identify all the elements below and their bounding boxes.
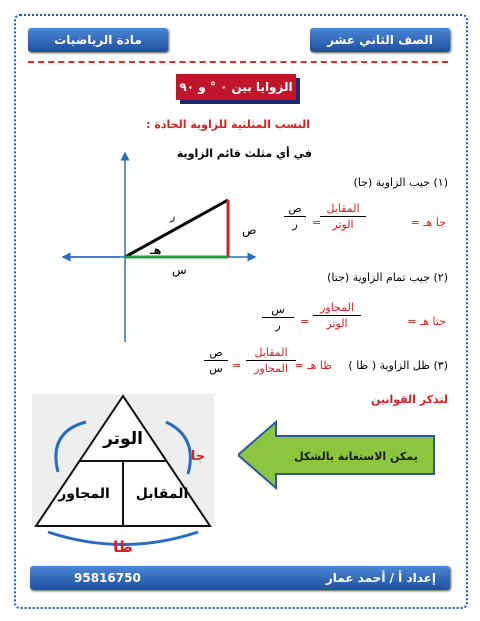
cosine-eq: = xyxy=(300,315,310,328)
adj-label: س xyxy=(172,263,187,277)
sine-sym-den: ر xyxy=(292,218,298,231)
bottom-arrow-text: ظا xyxy=(113,538,133,556)
subject-badge xyxy=(28,28,168,52)
sine-sym-num: ص xyxy=(288,202,302,215)
lesson-title xyxy=(176,74,296,120)
tangent-symbol-fraction xyxy=(204,346,228,375)
grade-label: الصف الثاني عشر متقدم xyxy=(327,33,433,71)
author-credit: إعداد أ / أحمد عمار xyxy=(325,571,436,585)
cosine-sym-den: ر xyxy=(275,319,281,332)
fraction-bar xyxy=(320,216,366,217)
angle-label: هـ xyxy=(150,244,162,257)
cosine-sym-num: س xyxy=(271,303,285,316)
sine-lhs: جا هـ = xyxy=(410,216,446,229)
right-triangle-diagram xyxy=(60,150,260,345)
hypotenuse xyxy=(125,200,228,257)
triangle-left-text: المجاور xyxy=(58,486,110,502)
tangent-den: المجاور xyxy=(254,362,288,375)
footer-bar xyxy=(30,566,450,590)
subject-label: مادة الرياضيات xyxy=(54,33,142,47)
fraction-bar xyxy=(204,360,228,361)
grade-badge xyxy=(310,28,450,71)
fraction-bar xyxy=(246,360,296,361)
opp-label: ص xyxy=(242,223,257,237)
sine-num: المقابل xyxy=(326,202,360,215)
cosine-lhs: جتا هـ = xyxy=(407,315,446,328)
tangent-eq: = xyxy=(232,359,242,372)
phone-number: 95816750 xyxy=(74,571,141,585)
fraction-bar xyxy=(262,317,294,318)
cosine-heading: (٢) جيب تمام الزاوية (جتا) xyxy=(327,271,448,284)
arrow-text: يمكن الاستعانة بالشكل xyxy=(294,450,418,463)
right-arrow-text: جا xyxy=(190,449,206,464)
sine-symbol-fraction xyxy=(284,202,306,231)
tangent-sym-den: س xyxy=(209,362,223,375)
sine-word-fraction xyxy=(320,202,366,231)
pointer-arrow xyxy=(238,420,438,490)
cosine-symbol-fraction xyxy=(262,303,294,332)
tangent-sym-num: ص xyxy=(209,346,223,359)
fraction-bar xyxy=(313,315,361,316)
lesson-title-text: الزوايا بين ٠ ° و ٩٠ ° xyxy=(179,80,293,120)
remember-label: لتذكر القوانين xyxy=(370,393,448,406)
intro-text: في أي مثلث قائم الزاوية xyxy=(176,147,312,160)
section-heading: النسب المثلثية للزاوية الحادة : xyxy=(146,118,310,131)
sine-heading: (١) جيب الزاوية (جا) xyxy=(353,176,448,189)
header-divider xyxy=(28,61,448,63)
cosine-word-fraction xyxy=(313,301,361,330)
cosine-num: المجاور xyxy=(320,301,354,314)
sine-den: الوتر xyxy=(332,218,354,231)
triangle-top-text: الوتر xyxy=(103,429,143,449)
triangle-mnemonic xyxy=(28,392,218,557)
hyp-label: ر xyxy=(170,210,176,223)
cosine-den: الوتر xyxy=(326,317,348,330)
tangent-num: المقابل xyxy=(254,346,288,359)
fraction-bar xyxy=(284,216,306,217)
sine-eq: = xyxy=(312,216,322,229)
tangent-heading: (٣) ظل الزاوية ( ظا ) xyxy=(348,359,448,372)
triangle-right-text: المقابل xyxy=(135,486,189,502)
tangent-word-fraction xyxy=(246,346,296,375)
tangent-lhs: ظا هـ = xyxy=(294,359,332,372)
